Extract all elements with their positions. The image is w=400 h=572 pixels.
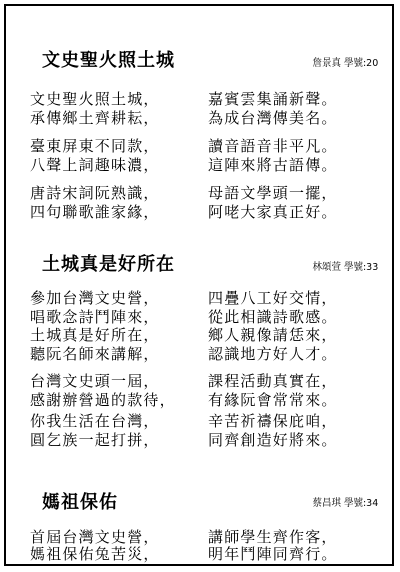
poem-line: 圓乞族一起打拼， 同齊創造好將來。 <box>30 431 338 449</box>
poem-line: 四句聯歌誰家緣， 阿咾大家真正好。 <box>30 203 338 221</box>
poem-line: 唐詩宋詞阮熟識， 母語文學頭一擺， <box>30 184 338 202</box>
poem-line: 首屆台灣文史營， 講師學生齊作客， <box>30 528 338 546</box>
poem-line: 聽阮名師來講解， 認識地方好人才。 <box>30 345 338 363</box>
poem-line: 感謝辦營過的款待， 有緣阮會常常來。 <box>30 391 338 409</box>
poem-line: 唱歌念詩鬥陣來， 從此相識詩歌感。 <box>30 308 338 326</box>
poem-title: 媽祖保佑 <box>42 492 118 513</box>
poem-author: 林頌萱 學號:33 <box>312 262 378 273</box>
page-frame <box>4 4 394 566</box>
poem-line: 參加台灣文史營， 四疊八工好交情， <box>30 289 338 307</box>
poem-line: 文史聖火照土城， 嘉賓雲集誦新聲。 <box>30 90 338 108</box>
poem-author: 詹景真 學號:20 <box>312 58 378 69</box>
poem-line: 媽祖保佑兔苦災， 明年鬥陣同齊行。 <box>30 545 338 563</box>
poem-line: 你我生活在台灣， 辛苦祈禱保庇咱， <box>30 412 338 430</box>
poem-line: 臺東屏東不同款， 讀音語音非平凡。 <box>30 137 338 155</box>
poem-title: 土城真是好所在 <box>42 254 175 275</box>
poem-line: 台灣文史頭一屆， 課程活動真實在， <box>30 372 338 390</box>
poem-line: 土城真是好所在， 鄉人親像請恁來， <box>30 326 338 344</box>
poem-line: 八聲上詞趣味濃， 這陣來將古語傳。 <box>30 156 338 174</box>
poem-title: 文史聖火照土城 <box>42 50 175 71</box>
poem-line: 承傳鄉土齊耕耘， 為成台灣傳美名。 <box>30 109 338 127</box>
poem-author: 蔡昌琪 學號:34 <box>312 498 378 509</box>
